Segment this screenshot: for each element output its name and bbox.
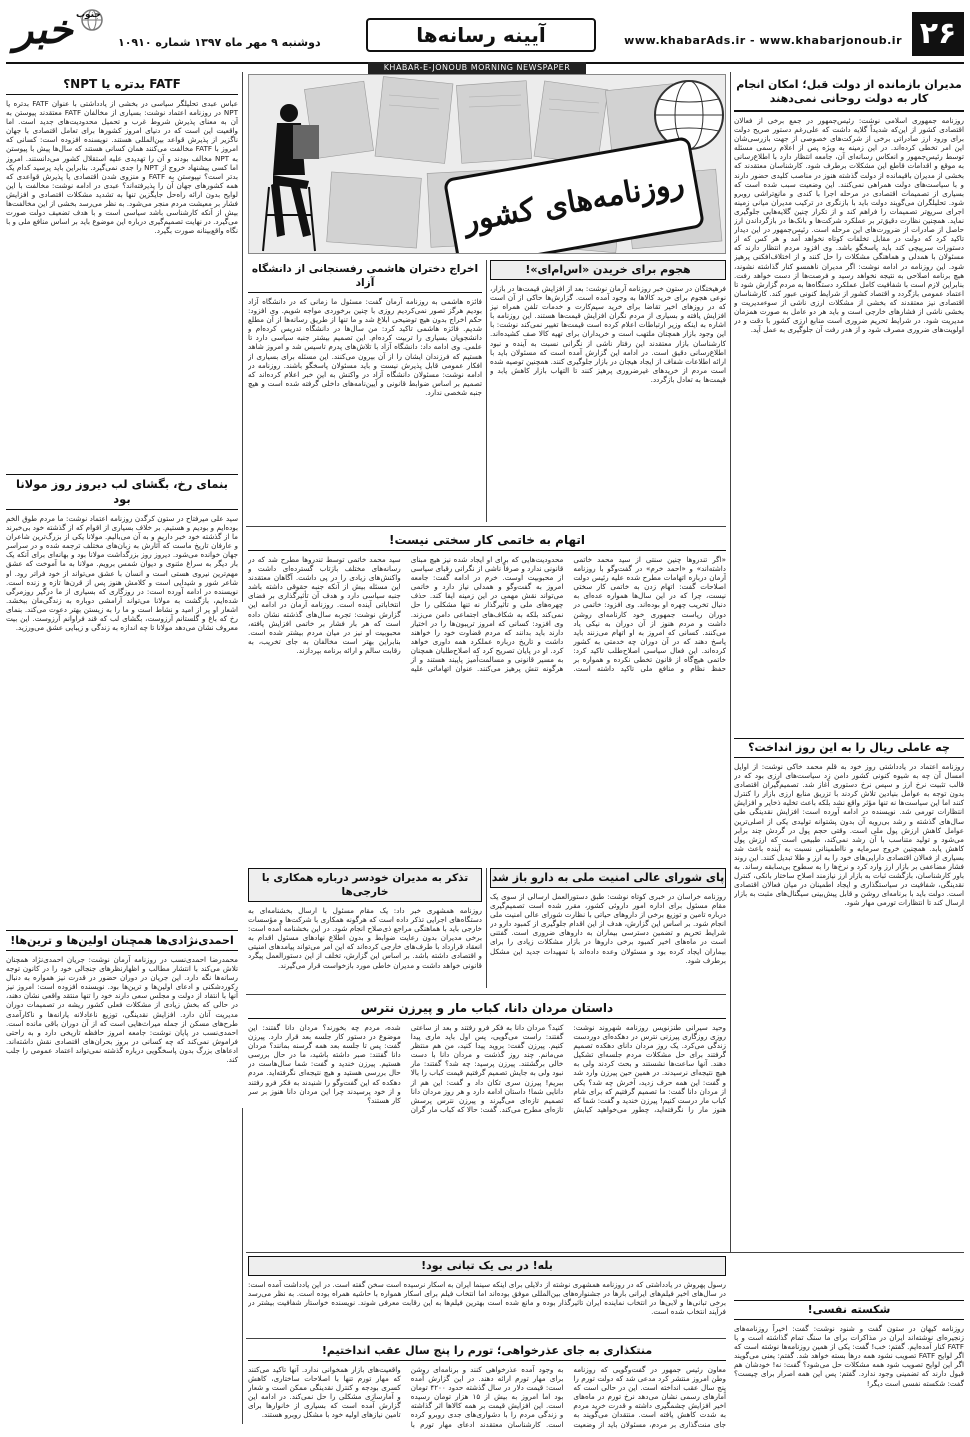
section-rule <box>246 526 726 527</box>
article-mid-strip <box>248 998 726 1271</box>
strapline: KHABAR-E-JONOUB MORNING NEWSPAPER <box>368 62 586 74</box>
article-body: روزنامه کیهان در ستون گفت و شنود نوشت: گفت: اخیراً روزنامه‌های زنجیره‌ای نوشته‌اند ایران در مذاکرات برای ما سنگ تمام گذاشته است و با FATF کنار آمده‌ایم. گفتم: خب! گفت: یکی از همین روزنامه‌ها نوشته است که اگر لوایح FATF تصویب نشود همه درها بسته خواهد شد. گفتم: یعنی می‌گویند اگر این لوایح تصویب شود همه مشکلات حل می‌شود؟ گفت: نه! خودشان هم قبول دارند که تضمینی وجود ندارد. گفتم: پس این همه اصرار برای چیست؟ گفت: شکسته نفسی است دیگر! <box>734 1324 964 1388</box>
article-body: فرهیختگان در ستون خبر روزنامه آرمان نوشت: بعد از افزایش قیمت‌ها در بازار، نوعی هجوم برای خرید کالاها به وجود آمده است. گزارش‌ها حاکی از آن است که در روزهای اخیر تقاضا برای خرید سیم‌کارت و خدمات تلفن همراه نیز افزایش یافته و بسیاری از مردم نگران افزایش قیمت‌ها هستند. این روزنامه با اشاره به اینکه وزیر ارتباطات اعلام کرده است قیمت‌ها تغییر نمی‌کند نوشت: با این وجود بازار همچنان ملتهب است و خریداران برای تهیه کالا صف کشیده‌اند. کارشناسان بازار معتقدند این رفتار ناشی از نگرانی نسبت به آینده و نبود اطلاع‌رسانی دقیق است. در ادامه این گزارش آمده است که مسئولان باید با ارائه اطلاعات شفاف از ایجاد هیجان در بازار جلوگیری کنند. همچنین توصیه شده است مردم از خریدهای غیرضروری پرهیز کنند تا التهاب بازار کاهش یابد و قیمت‌ها به تعادل بازگردد. <box>490 284 726 384</box>
section-rule <box>246 1252 964 1253</box>
issue-date: دوشنبه ۹ مهر ماه ۱۳۹۷ شماره ۱۰۹۱۰ <box>118 36 321 49</box>
article-right-main <box>734 74 964 766</box>
headline: اخراج دختران هاشمی رفسنجانی از دانشگاه آزاد <box>248 260 482 293</box>
article-right-third <box>734 1300 964 1437</box>
article-body: «اگر تندروها چنین سنتی از سید محمد خاتمی داشته‌اند» و «احمد خرم» در گفت‌وگو با روزنامه آرمان درباره اتهامات مطرح شده علیه رئیس دولت اصلاحات گفت: اتهام زدن به خاتمی کار سختی نیست، چرا که در این سال‌ها همواره عده‌ای به دنبال تخریب چهره او بوده‌اند. وی افزود: خاتمی در دوران ریاست جمهوری خود کارنامه‌ای روشن داشت و مردم هنوز از آن دوران به نیکی یاد می‌کنند. کسانی که امروز به او اتهام می‌زنند باید پاسخ دهند که در آن دوران چه خدمتی به کشور کرده‌اند. این فعال سیاسی اصلاح‌طلب تاکید کرد: خاتمی هیچ‌گاه از قانون تخطی نکرده و همواره بر حفظ نظام و منافع ملی تاکید داشته است. محدودیت‌هایی که برای او ایجاد شده نیز هیچ مبنای قانونی ندارد و صرفاً ناشی از نگرانی رقبای سیاسی از محبوبیت اوست. خرم در ادامه گفت: جامعه امروز به گفت‌وگو و همدلی نیاز دارد و خاتمی می‌تواند نقش مهمی در این زمینه ایفا کند. حذف چهره‌های ملی و تأثیرگذار نه تنها مشکلی را حل نمی‌کند بلکه به شکاف‌های اجتماعی دامن می‌زند. وی افزود: کسانی که امروز تریبون‌ها را در اختیار دارند باید بدانند که مردم قضاوت خود را خواهند داشت و تاریخ درباره عملکرد همه داوری خواهد کرد. او در پایان تصریح کرد که اصلاح‌طلبان همچنان به مسیر قانونی و مسالمت‌آمیز پایبند هستند و از هرگونه تنش پرهیز می‌کنند. عنوان اتهاماتی علیه سید محمد خاتمی توسط تندروها مطرح شد که در رسانه‌های مختلف بازتاب گسترده‌ای داشت و واکنش‌های زیادی را در پی داشت. آگاهان معتقدند این مسئله بیش از آنکه جنبه حقوقی داشته باشد جنبه سیاسی دارد و هدف آن تأثیرگذاری بر فضای انتخاباتی آینده است. روزنامه آرمان در ادامه این گزارش نوشت: تجربه سال‌های گذشته نشان داده است که هر بار فشار بر خاتمی افزایش یافته، محبوبیت او نیز در میان مردم بیشتر شده است. بنابراین بهتر است مخالفان به جای تخریب، به رقابت سالم و ارائه برنامه بپردازند. <box>248 555 726 674</box>
newspapers-photo <box>248 74 726 254</box>
column-rule <box>242 1108 243 1424</box>
headline: احمدی‌نژادی‌ها همچنان اولین‌ها و ترین‌ها! <box>6 930 238 951</box>
article-middle-lower-2 <box>490 868 726 998</box>
column-rule <box>486 260 487 522</box>
article-left-a <box>6 74 238 489</box>
article-middle-lower-1 <box>248 530 726 875</box>
section-title: آیینه رسانه‌ها <box>366 18 596 52</box>
article-left-b <box>6 474 238 934</box>
section-rule <box>246 1338 726 1339</box>
article-body: روزنامه خراسان در خبری کوتاه نوشت: طبق دستورالعمل ارسالی از سوی یک مقام مسئول برای اداره امور داروئی کشور، مقرر شده است تصمیم‌گیری درباره تامین و توزیع برخی از داروهای حیاتی با نظارت شورای عالی امنیت ملی انجام شود. بر اساس این گزارش، هدف از این اقدام جلوگیری از کمبود دارو در شرایط تحریم و تضمین دسترسی بیماران به داروهای ضروری است. گفتنی است در ماه‌های اخیر کمبود برخی داروها در بازار مشکلات زیادی را برای بیماران ایجاد کرده بود و مسئولان وعده داده‌اند با تمهیدات جدید این مشکل برطرف شود. <box>490 892 726 965</box>
headline: تذکر به مدیران خودسر درباره همکاری با خارجی‌ها <box>248 868 482 902</box>
article-body: روزنامه همشهری خبر داد: یک مقام مسئول با ارسال بخشنامه‌ای به دستگاه‌های اجرایی تذکر داده است که هرگونه همکاری با شرکت‌ها و مؤسسات خارجی باید با هماهنگی مراجع ذی‌صلاح انجام شود. در این بخشنامه آمده است: برخی مدیران بدون رعایت ضوابط و بدون اطلاع نهادهای مسئول اقدام به انعقاد قرارداد با طرف‌های خارجی کرده‌اند که این امر می‌تواند پیامدهای امنیتی و اقتصادی داشته باشد. بر اساس این گزارش، تخلف از این دستورالعمل پیگرد قانونی خواهد داشت و مدیران خاطی مورد بازخواست قرار می‌گیرند. <box>248 906 482 970</box>
column-rule <box>730 72 731 1252</box>
headline: بنمای رخ، بگشای لب دیروز روز مولانا بود <box>6 474 238 510</box>
headline: چه عاملی ریال را به این روز انداخت؟ <box>734 738 964 758</box>
headline: پای شورای عالی امنیت ملی به دارو باز شد <box>490 868 726 888</box>
article-body: روزنامه اعتماد در یادداشتی روز خود به قلم محمد خاکی نوشت: از اوایل امسال آن چه به شیوه کنونی کشور دامن زد سیاست‌های ارزی بود که در قالب تثبیت نرخ ارز و سپس نرخ دستوری آغاز شد. تصمیم‌گیران اقتصادی بدون توجه به عوامل بنیادین تلاش کردند با تزریق منابع ارزی بازار را کنترل کنند اما این سیاست‌ها نه تنها مؤثر واقع نشد بلکه باعث تخلیه ذخایر و افزایش انتظارات تورمی شد. نویسنده در ادامه آورده است: افزایش نقدینگی طی سال‌های گذشته و رشد بی‌رویه آن بدون پشتوانه تولیدی یکی از اصلی‌ترین عوامل کاهش ارزش پول ملی است. وقتی حجم پول در گردش چند برابر می‌شود و تولید متناسب با آن رشد نمی‌کند، طبیعی است که ارزش پول کاهش یابد. همچنین خروج سرمایه و نااطمینانی نسبت به آینده باعث شد بسیاری از فعالان اقتصادی دارایی‌های خود را به ارز و طلا تبدیل کنند. این روند فشار مضاعفی بر بازار ارز وارد کرد و نرخ‌ها را به سطوح بی‌سابقه رساند. به باور کارشناسان، بازگشت ثبات به بازار ارز نیازمند اصلاح ساختار بانکی، کنترل نقدینگی، شفافیت در سیاستگذاری و ایجاد اطمینان در میان فعالان اقتصادی است. دولت باید با برنامه‌ای روشن و قابل پیش‌بینی سیگنال‌های مثبت به بازار ارسال کند تا انتظارات تورمی مهار شود. <box>734 762 964 908</box>
article-body: سید علی میرفتاح در ستون کرگدن روزنامه اعتماد نوشت: ما مردم طوق الخم بوده‌ایم و بودیم و هستیم. بر خلاف بسیاری از اقوام که از گذشته خود بی‌خبرند ما از گذشته خود خبر داریم و به آن می‌بالیم. مولانا یکی از بزرگ‌ترین شاعران و عارفان تاریخ ماست که آثارش به زبان‌های مختلف ترجمه شده و در سراسر جهان خوانده می‌شود. دیروز روز بزرگداشت مولانا بود و بهانه‌ای برای آنکه یک بار دیگر به سراغ مثنوی و دیوان شمس برویم. مولانا به ما آموخت که عشق مهم‌ترین نیروی هستی است و انسان با عشق می‌تواند از خود فراتر رود. او شاعر شور و شیدایی است و کلامش هنوز پس از قرن‌ها تازه و زنده است. نویسنده در ادامه آورده است: در روزگاری که بسیاری از ما درگیر روزمرگی شده‌ایم، بازگشت به مولانا می‌تواند آرامشی دوباره به زندگی‌مان ببخشد. اشعار او پر از امید و نشاط است و ما را به زیستن بهتر دعوت می‌کند. بنمای رخ که باغ و گلستانم آرزوست، بگشای لب که قند فراوانم آرزوست. این بیت معروف نشان می‌دهد مولانا تا چه اندازه به زندگی و زیبایی عشق می‌ورزید. <box>6 514 238 633</box>
newspaper-logo <box>6 6 110 58</box>
photo-caption: روزنامه‌های کشور <box>443 136 705 254</box>
headline: اتهام به خاتمی کار سختی نیست! <box>248 530 726 551</box>
logo-text: خبر <box>14 6 73 53</box>
article-strip-2 <box>248 1256 726 1344</box>
page-number: ۲۶ <box>912 12 964 56</box>
headline: FATF بدتره یا NPT؟ <box>6 74 238 95</box>
article-center-b <box>248 260 482 547</box>
article-strip-3 <box>248 1342 726 1437</box>
headline: هجوم برای خریدن «اس‌ام‌ای»! <box>490 260 726 280</box>
headline: شکسته نفسی! <box>734 1300 964 1320</box>
masthead <box>6 6 964 64</box>
article-body: معاون رئیس جمهور در گفت‌وگویی که روزنامه وطن امروز منتشر کرد مدعی شد که دولت تورم را پنج سال عقب انداخته است. این در حالی است که آمارهای رسمی نشان می‌دهد نرخ تورم در ماه‌های اخیر افزایش چشمگیری داشته و قدرت خرید مردم به شدت کاهش یافته است. منتقدان می‌گویند به جای منت‌گذاری بر مردم، مسئولان باید از وضعیت به وجود آمده عذرخواهی کنند و برنامه‌ای روشن برای مهار تورم ارائه دهند. در این گزارش آمده است: قیمت دلار در سال گذشته حدود ۴۲۰۰ تومان بود اما امروز به بیش از ۱۵ هزار تومان رسیده است. این افزایش قیمت بر همه کالاها اثر گذاشته و زندگی مردم را با دشواری‌های جدی روبرو کرده است. کارشناسان معتقدند ادعای مهار تورم با واقعیت‌های بازار همخوانی ندارد. آنها تاکید می‌کنند که مهار تورم تنها با اصلاحات ساختاری، کاهش کسری بودجه و کنترل نقدینگی ممکن است و شعار و آمارسازی مشکلی را حل نمی‌کند. در ادامه این گزارش آمده است که بسیاری از خانوارها برای تامین نیازهای اولیه خود با مشکل روبرو هستند. <box>248 1365 726 1429</box>
column-rule <box>486 868 487 988</box>
article-body: عباس عبدی تحلیلگر سیاسی در بخشی از یادداشتی با عنوان FATF بدتره یا NPT در روزنامه اعتماد نوشت: بسیاری از مخالفان FATF معتقدند پیوستن به آن به معنای پذیرش شروط غرب و تحمیل محدودیت‌های جدید است. اما واقعیت این است که در دنیای امروز کشورها برای تعامل اقتصادی با جهان ناگزیر از پذیرش قواعد بین‌المللی هستند. نویسنده افزوده است: کسانی که امروز با FATF مخالفت می‌کنند همان کسانی هستند که سال‌ها پیش با پیوستن به NPT مخالف بودند و آن را تهدیدی علیه استقلال کشور می‌دانستند. امروز اما کسی پیشنهاد خروج از NPT را جدی نمی‌گیرد. بنابراین باید پرسید کدام یک بدتر است؟ نپیوستن به FATF و منزوی شدن اقتصادی یا پذیرش قواعدی که همه کشورهای جهان آن را پذیرفته‌اند؟ عبدی در ادامه نوشت: مخالفت با این لوایح بدون ارائه راه‌حل جایگزین تنها به تشدید مشکلات اقتصادی و افزایش فشار بر معیشت مردم منجر می‌شود. به نظر می‌رسد بخشی از این مخالفت‌ها بیش از آنکه کارشناسی باشد سیاسی است و با هدف تضعیف دولت صورت می‌گیرد. در نهایت تصمیم‌گیری درباره این موضوع باید بر اساس منافع ملی و با نگاه واقع‌بینانه صورت بگیرد. <box>6 99 238 236</box>
article-middle-lower-3 <box>248 868 482 1012</box>
article-body: روزنامه جمهوری اسلامی نوشت: رئیس‌جمهور در جمع برخی از فعالان اقتصادی کشور از این‌که شدیداً گلایه داشت که علی‌رغم دستور صریح دولت برای ورود ارز صادراتی برخی از شرکت‌های خصوصی از جهت بازرسی‌شان این امر تخطی کرده‌اند. در این زمینه به ویژه پس از اعلام رسمی مسئله توسط رئیس‌جمهور و انعکاس رسانه‌ای آن، جامعه انتظار دارد با اطلاع‌رسانی به موقع و اقدامات قاطع این مشکلات برطرف شود. کارشناسان معتقدند که بخشی از مدیران باقیمانده از دولت گذشته هنوز در مناصب کلیدی حضور دارند و با سیاست‌های دولت همراهی نمی‌کنند. این وضعیت سبب شده است که بسیاری از تصمیمات اقتصادی در مرحله اجرا با کندی و مانع‌تراشی روبرو شود. تحلیلگران می‌گویند دولت باید با بازنگری در ترکیب مدیران میانی زمینه اجرای سریع‌تر تصمیمات را فراهم کند و از تکرار چنین گلایه‌هایی جلوگیری نماید. همچنین نظارت دقیق‌تر بر عملکرد شرکت‌ها و بانک‌ها در بازگرداندن ارز حاصل از صادرات از ضرورت‌های این مرحله است. رئیس‌جمهور در این دیدار تاکید کرد که دولت در مقابل تخلفات کوتاه نخواهد آمد و هر کس که از دستورات سرپیچی کند باید پاسخگو باشد. وی افزود مردم انتظار دارند که مسئولان با همدلی و هماهنگی مشکلات را حل کنند و از اختلاف‌افکنی پرهیز شود. این روزنامه در ادامه نوشت: اگر مدیران ناهمسو کنار گذاشته نشوند، هیچ برنامه اصلاحی به نتیجه نخواهد رسید و فرصت‌ها از دست خواهد رفت. بنابراین لازم است با شفافیت کامل عملکرد دستگاه‌ها به مردم گزارش شود تا اعتماد عمومی بازگردد و اقتصاد کشور از شرایط کنونی عبور کند. کارشناسان اقتصادی نیز معتقدند که بخشی از مشکلات ارزی ناشی از سوءمدیریت و بخشی ناشی از فشارهای خارجی است و باید هر دو عامل به صورت همزمان مدیریت شود. در شرایط تحریم ضروری است منابع ارزی کشور با دقت و در اولویت‌های ضروری مصرف شود و از هدر رفت آن جلوگیری به عمل آید. <box>734 116 964 335</box>
logo-sub: جنوب <box>76 10 101 20</box>
website-urls[interactable]: www.khabarAds.ir - www.khabarjonoub.ir <box>624 34 902 47</box>
article-body: فائزه هاشمی به روزنامه آرمان گفت: مسئول ما زمانی که در دانشگاه آزاد بودیم هرگز تصور نمی‌کردیم روزی با چنین برخوردی مواجه شویم. وی افزود: حکم اخراج بدون هیچ توضیحی ابلاغ شد و ما تنها از طریق رسانه‌ها از آن مطلع شدیم. فائزه هاشمی تاکید کرد: من سال‌ها در دانشگاه تدریس کرده‌ام و دانشجویان بسیاری را تربیت کرده‌ام. این تصمیم بیشتر جنبه سیاسی دارد تا علمی. وی ادامه داد: دانشگاه آزاد با تلاش‌های پدرم تاسیس شد و امروز شاهد هستیم که فرزندان ایشان را از آن بیرون می‌کنند. این مسئله برای بسیاری از افکار عمومی قابل پذیرش نیست و باید مسئولان پاسخگو باشند. روزنامه در ادامه نوشت: مسئولان دانشگاه آزاد در واکنش به این خبر اعلام کرده‌اند که تصمیم بر اساس ضوابط قانونی و آیین‌نامه‌های داخلی گرفته شده است و هیچ جنبه شخصی ندارد. <box>248 297 482 397</box>
headline: بله! در بی یک تبانی بود! <box>248 1256 726 1276</box>
article-center-a <box>490 260 726 534</box>
article-body: محمدرضا احمدی‌نسب در روزنامه آرمان نوشت: جریان احمدی‌نژاد همچنان تلاش می‌کند با انتشار مطالب و اظهارنظرهای جنجالی خود را در کانون توجه رسانه‌ها نگه دارد. این جریان در دوران حضور در قدرت نیز همواره به دنبال رکوردشکنی و ادعای اولین‌ها و ترین‌ها بود. نویسنده افزوده است: امروز نیز آنها با انتقاد از دولت و مجلس سعی دارند خود را تنها منتقد واقعی نشان دهند، در حالی که بخش زیادی از مشکلات فعلی کشور ریشه در تصمیمات دوران مدیریت آنان دارد. افزایش نقدینگی، توزیع ناعادلانه یارانه‌ها و ناکارآمدی طرح‌های مسکن از جمله میراث‌هایی است که از آن دوران باقی مانده است. احمدی‌نسب در پایان نوشت: جامعه امروز حافظه تاریخی دارد و به راحتی فراموش نمی‌کند که چه کسانی در بروز بحران‌های اقتصادی نقش داشته‌اند. ادعاهای بزرگ بدون پاسخگویی درباره گذشته نمی‌تواند اعتماد عمومی را جلب کند. <box>6 955 238 1065</box>
section-rule <box>246 994 726 995</box>
article-left-c <box>6 930 238 1435</box>
column-rule <box>242 72 243 602</box>
article-body: وحید سیرانی طنزنویس روزنامه شهروند نوشت: روزی روزگاری پیرزنی نترس در دهکده‌ای دوردست زندگی می‌کرد. یک روز مردان دانای دهکده تصمیم گرفتند برای حل مشکلات مردم جلسه‌ای تشکیل دهند. آنها ساعت‌ها نشستند و بحث کردند ولی به هیچ نتیجه‌ای نرسیدند. در همین حین پیرزن وارد شد و گفت: این همه حرف زدید، آخرش چه شد؟ یکی از مردان دانا گفت: ما تصمیم گرفتیم که برای شام کباب مار درست کنیم! پیرزن خندید و گفت: شما که هنوز مار را نگرفته‌اید، چطور می‌خواهید کبابش کنید؟ مردان دانا به فکر فرو رفتند و بعد از ساعتی گفتند: راست می‌گویی، پس اول باید ماری پیدا کنیم. پیرزن گفت: بروید پیدا کنید، من هم منتظر می‌مانم. چند روز گذشت و مردان دانا با دست خالی برگشتند. پیرزن پرسید: چه شد؟ گفتند: مار نبود ولی به جایش تصمیم گرفتیم قیمت کباب را بالا ببریم! پیرزن سری تکان داد و گفت: این هم از دانایی شما! داستان ادامه دارد و هر روز مردان دانا تصمیم تازه‌ای می‌گیرند و پیرزن نترس پرسش تازه‌ای مطرح می‌کند. گفت: حالا که کباب مار گران شده، مردم چه بخورند؟ مردان دانا گفتند: این موضوع در دستور کار جلسه بعد قرار دارد. پیرزن گفت: پس تا جلسه بعد همه گرسنه بمانند؟ مردان دانا گفتند: صبر داشته باشید، ما در حال بررسی هستیم. پیرزن خندید و گفت: شما سال‌هاست در حال بررسی هستید و هیچ نتیجه‌ای نگرفته‌اید. مردم دهکده که این گفت‌وگو را شنیدند به فکر فرو رفتند و از خود پرسیدند چرا این مردان دانا هنوز بر سر کار هستند؟ <box>248 1023 726 1114</box>
headline: داستان مردان دانا، کباب مار و پیرزن نترس <box>248 998 726 1019</box>
headline: مدیران بازمانده از دولت قبل؛ امکان انجام کار به دولت روحانی نمی‌دهند <box>734 74 964 112</box>
article-right-second <box>734 738 964 1302</box>
article-body: رسول پهروش در یادداشتی که در روزنامه همشهری نوشته از دلایلی برای اینکه سینما ایران به اسکار نرسیده است سخن گفته است. در این یادداشت آمده است: در سال‌های اخیر فیلم‌های ایرانی بارها در جشنواره‌های بین‌المللی موفق بوده‌اند اما انتخاب فیلم برای اسکار همواره با حاشیه همراه بوده است. به نظر می‌رسد برخی تبانی‌ها و لابی‌ها در انتخاب نماینده ایران تاثیرگذار بوده و مانع شده است بهترین فیلم‌ها به این رقابت معرفی شوند. نویسنده خواستار شفافیت بیشتر در فرآیند انتخاب شده است. <box>248 1280 726 1317</box>
headline: منتکذاری به جای عذرخواهی؛ تورم را پنج سال عقب انداختیم! <box>248 1342 726 1361</box>
